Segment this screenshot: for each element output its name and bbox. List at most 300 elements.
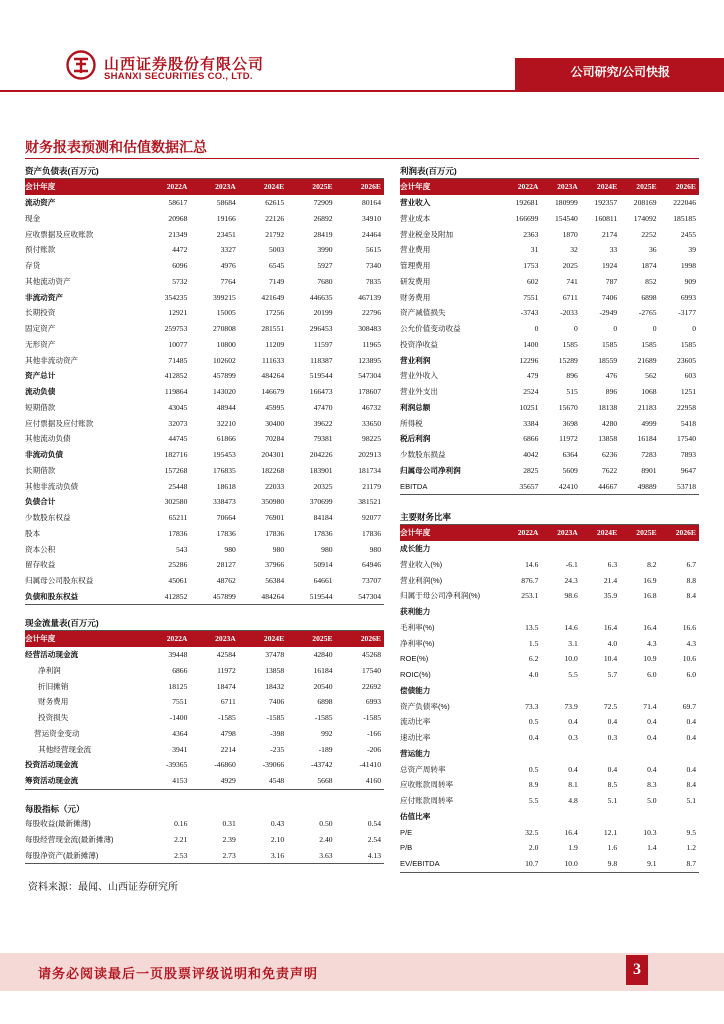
row-label: 营业收入 bbox=[400, 198, 431, 208]
row-label: 折旧摊销 bbox=[38, 681, 69, 691]
row-value: 7835 bbox=[365, 276, 381, 286]
table-row bbox=[25, 557, 384, 573]
row-value: 183901 bbox=[309, 465, 333, 475]
row-value: 467139 bbox=[358, 292, 381, 302]
table-row bbox=[25, 573, 384, 589]
row-label: 流动资产 bbox=[25, 198, 56, 208]
table-row bbox=[25, 773, 384, 789]
row-value bbox=[620, 683, 659, 699]
row-value: 484264 bbox=[261, 371, 285, 381]
row-value: 0 bbox=[534, 324, 539, 334]
table-row bbox=[25, 832, 384, 848]
row-label: 负债和股东权益 bbox=[25, 589, 142, 605]
row-label: 少数股东损益 bbox=[400, 450, 446, 460]
row-value: 0.54 bbox=[367, 819, 381, 829]
row-value: -43742 bbox=[311, 760, 333, 770]
row-label: 利润总额 bbox=[400, 402, 431, 412]
row-value: 35657 bbox=[502, 478, 541, 494]
row-value: 16.4 bbox=[603, 622, 618, 632]
row-value: 50914 bbox=[313, 560, 333, 570]
column-header-year: 2024E bbox=[581, 525, 620, 541]
row-label: 流动负债 bbox=[25, 387, 56, 397]
row-value: 42840 bbox=[313, 650, 333, 660]
row-value: 42584 bbox=[216, 650, 236, 660]
row-value: -1400 bbox=[169, 713, 188, 723]
row-value: -206 bbox=[367, 744, 381, 754]
row-label: 毛利率(%) bbox=[400, 622, 435, 632]
table-row bbox=[25, 337, 384, 353]
row-value: 370699 bbox=[309, 497, 333, 507]
row-value: 46732 bbox=[362, 402, 381, 412]
row-value: 308483 bbox=[358, 324, 381, 334]
table-row bbox=[25, 400, 384, 416]
row-value: 6866 bbox=[172, 665, 188, 675]
row-value: 11972 bbox=[559, 434, 578, 444]
table-row bbox=[25, 368, 384, 384]
income-statement-table bbox=[400, 179, 699, 495]
row-value: 7340 bbox=[365, 261, 381, 271]
row-value: 2.40 bbox=[319, 835, 333, 845]
table-row bbox=[400, 667, 699, 683]
row-label: 现金 bbox=[25, 213, 41, 223]
column-header-label: 会计年度 bbox=[400, 525, 502, 541]
row-value: 4548 bbox=[239, 773, 287, 789]
row-value: 1.4 bbox=[647, 843, 657, 853]
row-value: 296453 bbox=[309, 324, 333, 334]
row-value: 192681 bbox=[515, 198, 539, 208]
row-label: 营业税金及附加 bbox=[400, 229, 454, 239]
row-label: P/B bbox=[400, 843, 413, 853]
row-value: 6898 bbox=[317, 697, 333, 707]
row-label: 少数股东权益 bbox=[25, 513, 71, 523]
row-value: -1585 bbox=[363, 713, 381, 723]
column-header-year: 2025E bbox=[287, 179, 335, 195]
table-row bbox=[25, 384, 384, 400]
row-value: 2.0 bbox=[528, 843, 539, 853]
table-row bbox=[25, 647, 384, 663]
row-value: 44667 bbox=[581, 478, 620, 494]
row-label: 净利润 bbox=[38, 665, 61, 675]
table-row bbox=[25, 678, 384, 694]
row-value: 11597 bbox=[313, 339, 333, 349]
row-value: 16.4 bbox=[643, 622, 657, 632]
row-label: 负债合计 bbox=[25, 497, 56, 507]
row-value: 45268 bbox=[362, 650, 381, 660]
row-value: 9647 bbox=[680, 465, 696, 475]
row-label: 预付账款 bbox=[25, 245, 56, 255]
row-label: EBITDA bbox=[400, 478, 502, 494]
row-value: 562 bbox=[645, 371, 657, 381]
table-row bbox=[400, 761, 699, 777]
row-label: 营业费用 bbox=[400, 245, 431, 255]
row-value: 123895 bbox=[358, 355, 381, 365]
row-value: 18559 bbox=[598, 355, 618, 365]
row-value bbox=[502, 604, 541, 620]
company-logo-icon bbox=[66, 50, 96, 80]
table-row bbox=[400, 856, 699, 872]
row-label: 营业外收入 bbox=[400, 371, 438, 381]
row-value: 31 bbox=[530, 245, 539, 255]
row-value bbox=[541, 809, 580, 825]
row-value: 10.4 bbox=[603, 654, 618, 664]
row-value: 22033 bbox=[265, 481, 285, 491]
row-value: 0.50 bbox=[319, 819, 333, 829]
row-value: 0.4 bbox=[607, 764, 618, 774]
table-row bbox=[400, 809, 699, 825]
row-value: 1998 bbox=[680, 261, 696, 271]
row-value: 8.1 bbox=[568, 780, 578, 790]
row-label: 留存收益 bbox=[25, 560, 56, 570]
per-share-title: 每股指标（元） bbox=[25, 804, 85, 814]
row-value: 10.0 bbox=[541, 856, 580, 872]
row-value: 4999 bbox=[641, 418, 657, 428]
row-value: 37478 bbox=[265, 650, 285, 660]
column-header-year: 2025E bbox=[620, 179, 659, 195]
row-value bbox=[541, 541, 580, 557]
row-label: 应收账款周转率 bbox=[400, 780, 454, 790]
row-value: 992 bbox=[321, 728, 333, 738]
table-row bbox=[400, 415, 699, 431]
row-value: 45061 bbox=[168, 576, 188, 586]
table-row bbox=[25, 431, 384, 447]
row-label: 营业成本 bbox=[400, 213, 431, 223]
row-value: 33650 bbox=[362, 418, 381, 428]
row-value: 547304 bbox=[336, 589, 384, 605]
row-label: 资产负债率(%) bbox=[400, 701, 450, 711]
row-value: 476 bbox=[605, 371, 618, 381]
row-value: 7893 bbox=[680, 450, 696, 460]
page-header bbox=[0, 0, 724, 96]
row-label: 财务费用 bbox=[400, 292, 431, 302]
row-label: 投资活动现金流 bbox=[25, 760, 79, 770]
row-value: 72.5 bbox=[603, 701, 618, 711]
income-statement-title: 利润表(百万元) bbox=[400, 164, 699, 179]
table-row bbox=[400, 321, 699, 337]
table-row bbox=[400, 620, 699, 636]
row-value: 381521 bbox=[358, 497, 381, 507]
company-name-en: SHANXI SECURITIES CO., LTD. bbox=[104, 71, 253, 82]
row-value: 111633 bbox=[261, 355, 285, 365]
row-value: 182268 bbox=[261, 465, 285, 475]
row-value: 5003 bbox=[268, 245, 285, 255]
table-header-row bbox=[400, 525, 699, 541]
row-value: 80164 bbox=[362, 198, 381, 208]
row-value: 7406 bbox=[601, 292, 618, 302]
row-value: 9.5 bbox=[686, 827, 696, 837]
balance-sheet-title: 资产负债表(百万元) bbox=[25, 164, 384, 179]
row-value: 25448 bbox=[168, 481, 188, 491]
row-value: 2.53 bbox=[142, 848, 190, 864]
row-value: 457899 bbox=[190, 589, 238, 605]
row-value: 253.1 bbox=[521, 591, 539, 601]
table-row bbox=[25, 195, 384, 211]
row-value: 5.5 bbox=[568, 670, 578, 680]
row-value: 8.2 bbox=[647, 559, 657, 569]
table-row bbox=[25, 757, 384, 773]
row-value: 2455 bbox=[680, 229, 696, 239]
row-value: 6866 bbox=[523, 434, 539, 444]
row-value: 412852 bbox=[164, 371, 188, 381]
row-value: 64946 bbox=[362, 560, 381, 570]
row-value: 6364 bbox=[562, 450, 578, 460]
row-value: 446635 bbox=[309, 292, 333, 302]
row-value: 6993 bbox=[365, 697, 381, 707]
row-value: 79381 bbox=[313, 434, 333, 444]
table-row bbox=[400, 698, 699, 714]
ratios-block bbox=[400, 510, 699, 873]
row-value: 0.4 bbox=[568, 717, 578, 727]
row-value: 28419 bbox=[313, 229, 333, 239]
row-value: 18125 bbox=[168, 681, 188, 691]
row-value: 1924 bbox=[601, 261, 618, 271]
row-value: -39365 bbox=[165, 760, 188, 770]
ratios-title: 主要财务比率 bbox=[400, 510, 699, 525]
row-label: ROIC(%) bbox=[400, 670, 431, 680]
row-value: 281551 bbox=[261, 324, 285, 334]
row-value: 6096 bbox=[172, 261, 188, 271]
row-label: 资产减值损失 bbox=[400, 308, 446, 318]
table-row bbox=[25, 226, 384, 242]
row-label: P/E bbox=[400, 827, 413, 837]
row-value: 8.5 bbox=[607, 780, 618, 790]
row-value: 33 bbox=[609, 245, 618, 255]
column-header-year: 2022A bbox=[142, 631, 190, 647]
table-row bbox=[25, 242, 384, 258]
row-value: 10.6 bbox=[682, 654, 696, 664]
row-value bbox=[541, 746, 580, 762]
row-value: 2025 bbox=[562, 261, 578, 271]
row-value: 21183 bbox=[637, 402, 657, 412]
row-value: 1400 bbox=[523, 339, 539, 349]
row-label: 管理费用 bbox=[400, 261, 431, 271]
row-label: 固定资产 bbox=[25, 324, 56, 334]
table-row bbox=[25, 526, 384, 542]
row-value: 2.10 bbox=[270, 835, 285, 845]
row-value: 1.5 bbox=[528, 638, 539, 648]
row-value: 4472 bbox=[172, 245, 188, 255]
row-value: 222046 bbox=[673, 198, 696, 208]
row-value: 6.2 bbox=[528, 654, 539, 664]
row-value bbox=[541, 683, 580, 699]
table-row bbox=[400, 447, 699, 463]
row-label: 其他非流动负债 bbox=[25, 481, 79, 491]
row-value: 44745 bbox=[168, 434, 188, 444]
row-value: 16.6 bbox=[682, 622, 696, 632]
row-value: 7680 bbox=[317, 276, 333, 286]
row-value bbox=[581, 809, 620, 825]
row-value: 4798 bbox=[220, 728, 236, 738]
column-header-year: 2023A bbox=[541, 179, 580, 195]
row-value: 48944 bbox=[216, 402, 236, 412]
table-row bbox=[25, 463, 384, 479]
row-value: 9.8 bbox=[581, 856, 620, 872]
row-value: 14.6 bbox=[525, 559, 539, 569]
row-value: 6993 bbox=[680, 292, 696, 302]
row-value: 5927 bbox=[317, 261, 333, 271]
row-value: -235 bbox=[270, 744, 285, 754]
row-value: 0.4 bbox=[528, 733, 539, 743]
row-value: 18618 bbox=[216, 481, 236, 491]
row-value: 17540 bbox=[362, 665, 381, 675]
row-value: 22958 bbox=[677, 402, 696, 412]
row-value bbox=[620, 604, 659, 620]
row-label: 投资损失 bbox=[38, 713, 69, 723]
table-row bbox=[25, 494, 384, 510]
row-value bbox=[541, 604, 580, 620]
per-share-block bbox=[25, 802, 384, 864]
row-label: 获利能力 bbox=[400, 607, 431, 617]
column-header-year: 2026E bbox=[336, 631, 384, 647]
row-value: 6.0 bbox=[647, 670, 657, 680]
column-header-year: 2025E bbox=[620, 525, 659, 541]
table-header-row bbox=[25, 179, 384, 195]
row-value: 12.1 bbox=[603, 827, 618, 837]
row-value: 2363 bbox=[523, 229, 539, 239]
row-label: 营运资金变动 bbox=[34, 728, 80, 738]
row-value: 48762 bbox=[216, 576, 236, 586]
row-label: 每股净资产(最新摊薄) bbox=[25, 848, 142, 864]
row-value: 15670 bbox=[558, 402, 578, 412]
table-header-row bbox=[25, 631, 384, 647]
row-value: 741 bbox=[566, 276, 578, 286]
column-header-year: 2024E bbox=[239, 631, 287, 647]
row-value: -1585 bbox=[218, 713, 236, 723]
row-value: 7406 bbox=[268, 697, 285, 707]
row-label: 经营活动现金流 bbox=[25, 650, 79, 660]
row-value: 876.7 bbox=[521, 575, 539, 585]
row-value: 1585 bbox=[680, 339, 696, 349]
row-value: 1870 bbox=[562, 229, 578, 239]
row-label: 每股经营现金流(最新摊薄) bbox=[25, 835, 114, 845]
row-value: 34910 bbox=[362, 213, 381, 223]
row-value: 12296 bbox=[519, 355, 539, 365]
row-label: 股本 bbox=[25, 528, 41, 538]
data-source-note: 资料来源：最闻、山西证券研究所 bbox=[28, 882, 178, 893]
row-value: 602 bbox=[527, 276, 539, 286]
row-value: 17256 bbox=[265, 308, 285, 318]
row-value: 354235 bbox=[164, 292, 188, 302]
row-value: 32 bbox=[570, 245, 578, 255]
row-value: 32.5 bbox=[525, 827, 539, 837]
row-value: 32210 bbox=[216, 418, 236, 428]
row-value: 58684 bbox=[216, 198, 236, 208]
row-value: 980 bbox=[321, 544, 333, 554]
row-value: 154540 bbox=[555, 213, 578, 223]
row-value: 8.8 bbox=[686, 575, 696, 585]
row-value bbox=[620, 746, 659, 762]
row-value bbox=[660, 541, 699, 557]
row-value: 22126 bbox=[265, 213, 285, 223]
row-value: 896 bbox=[605, 387, 618, 397]
row-value: 4.0 bbox=[528, 670, 539, 680]
table-row bbox=[400, 840, 699, 856]
row-value: 3.63 bbox=[287, 848, 335, 864]
row-value: 8.7 bbox=[660, 856, 699, 872]
table-row bbox=[400, 289, 699, 305]
row-value: 7283 bbox=[641, 450, 657, 460]
row-value: 35.9 bbox=[603, 591, 618, 601]
row-value: -2033 bbox=[560, 308, 578, 318]
row-value: 5.5 bbox=[528, 796, 539, 806]
row-value: 7551 bbox=[172, 697, 188, 707]
table-row bbox=[25, 274, 384, 290]
row-value: 5.1 bbox=[607, 796, 618, 806]
column-header-label: 会计年度 bbox=[25, 631, 142, 647]
table-row bbox=[400, 651, 699, 667]
row-value: 32073 bbox=[168, 418, 188, 428]
row-value: 178607 bbox=[358, 387, 381, 397]
table-row bbox=[400, 793, 699, 809]
table-row bbox=[25, 352, 384, 368]
row-value: 3327 bbox=[220, 245, 236, 255]
table-row bbox=[25, 541, 384, 557]
row-value: 5732 bbox=[172, 276, 188, 286]
row-label: 投资净收益 bbox=[400, 339, 438, 349]
row-value: -39066 bbox=[262, 760, 285, 770]
row-value: 17836 bbox=[265, 528, 285, 538]
row-value: 909 bbox=[684, 276, 696, 286]
row-label: 营业利润 bbox=[400, 355, 431, 365]
row-value: 4153 bbox=[142, 773, 190, 789]
row-value: 543 bbox=[176, 544, 188, 554]
row-value: 0.16 bbox=[174, 819, 188, 829]
row-label: 营业收入(%) bbox=[400, 559, 443, 569]
row-label: 流动比率 bbox=[400, 717, 431, 727]
row-label: 营业外支出 bbox=[400, 387, 438, 397]
row-value: 3.16 bbox=[239, 848, 287, 864]
row-value: 13858 bbox=[265, 665, 285, 675]
row-value: 21.4 bbox=[603, 575, 618, 585]
row-value: 166699 bbox=[515, 213, 539, 223]
row-value: -41410 bbox=[359, 760, 381, 770]
row-value: 0.43 bbox=[270, 819, 285, 829]
row-value: 8.3 bbox=[647, 780, 657, 790]
row-value: 10800 bbox=[216, 339, 236, 349]
row-value: 4364 bbox=[172, 728, 188, 738]
row-value: 181734 bbox=[358, 465, 381, 475]
row-value: 519544 bbox=[309, 371, 333, 381]
row-label: 筹资活动现金流 bbox=[25, 773, 142, 789]
table-row bbox=[400, 305, 699, 321]
row-value: 102602 bbox=[213, 355, 236, 365]
row-value: 28127 bbox=[216, 560, 236, 570]
row-label: 非流动负债 bbox=[25, 450, 63, 460]
row-value: 4976 bbox=[220, 261, 236, 271]
per-share-table bbox=[25, 816, 384, 864]
row-label: 应付账款周转率 bbox=[400, 796, 454, 806]
row-value: 192357 bbox=[594, 198, 618, 208]
header-divider bbox=[0, 90, 724, 92]
row-label: 其他流动资产 bbox=[25, 276, 71, 286]
column-header-year: 2022A bbox=[142, 179, 190, 195]
row-value: 10.9 bbox=[643, 654, 657, 664]
table-row bbox=[400, 557, 699, 573]
row-value: 195453 bbox=[213, 450, 236, 460]
row-value bbox=[620, 809, 659, 825]
company-name-cn: 山西证券股份有限公司 bbox=[104, 56, 265, 73]
table-row bbox=[400, 463, 699, 479]
row-value: 23451 bbox=[216, 229, 236, 239]
row-value: 0.5 bbox=[528, 764, 539, 774]
row-value: -3743 bbox=[520, 308, 539, 318]
row-value: 1.6 bbox=[607, 843, 618, 853]
row-value: 0.4 bbox=[607, 717, 618, 727]
section-title: 财务报表预测和估值数据汇总 bbox=[25, 139, 207, 155]
row-label: 偿债能力 bbox=[400, 685, 431, 695]
row-value: 157268 bbox=[164, 465, 188, 475]
row-label: 税后利润 bbox=[400, 434, 431, 444]
row-label: 归属母公司股东权益 bbox=[25, 576, 94, 586]
